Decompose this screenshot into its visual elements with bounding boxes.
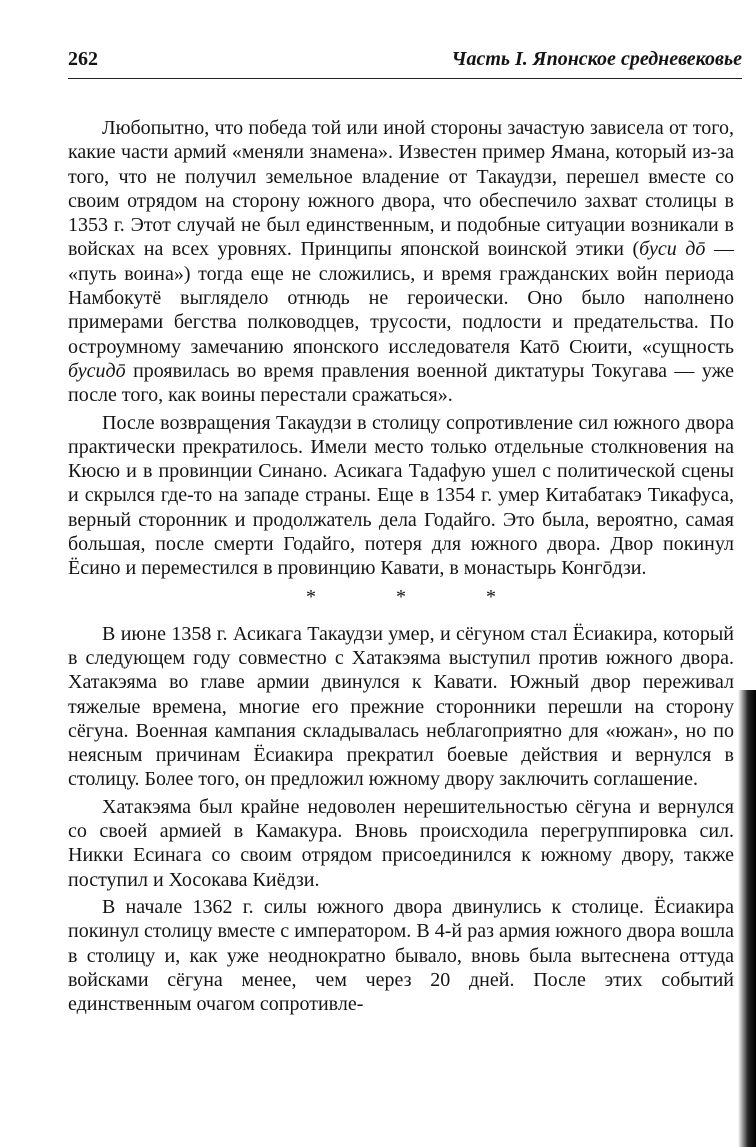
- paragraph: [68, 116, 734, 408]
- italic-term: бусидō: [68, 359, 126, 382]
- separator-star: *: [306, 585, 316, 608]
- separator-star: *: [396, 585, 406, 608]
- paragraph: [68, 895, 734, 1016]
- text-run: В начале 1362 г. силы южного двора двинулись к столице. Ёсиакира покинул столицу вместе с императором. В 4-й раз армия южного двора вошла в столицу и, как уже неоднократно бывало, вновь была вытеснена оттуда войсками сёгуна менее, чем через 20 дней. После этих событий единственным очагом сопротивле-: [68, 895, 734, 1016]
- separator-star: *: [486, 585, 496, 608]
- section-title: Часть I. Японское средневековье: [451, 48, 742, 70]
- text-run: проявилась во время правления военной диктатуры Токугава — уже после того, как воины перестали сражаться».: [68, 359, 734, 407]
- paragraph: [68, 795, 734, 892]
- page-number: 262: [68, 48, 98, 70]
- paragraph: [68, 622, 734, 792]
- paragraph: [68, 411, 734, 581]
- header-rule: [68, 78, 742, 79]
- text-run: — «путь воина») тогда еще не сложились, и время гражданских войн периода Намбокутё выглядело отнюдь не героически. Оно было наполнено примерами бегства полководцев, трусости, подлости и предательства. По остроумному замечанию японского исследователя Катō Сюити, «сущность: [68, 238, 734, 358]
- section-separator: [68, 584, 734, 610]
- text-run: В июне 1358 г. Асикага Такаудзи умер, и сёгуном стал Ёсиакира, который в следующем году совместно с Хатакэяма выступил против южного двора. Хатакэяма во главе армии двинулся к Кавати. Южный двор переживал тяжелые времена, многие его прежние сторонники перешли на сторону сёгуна. Военная кампания складывалась неблагоприятно для «южан», но по неясным причинам Ёсиакира прекратил боевые действия и вернулся в столицу. Более того, он предложил южному двору заключить соглашение.: [68, 622, 734, 791]
- text-run: Хатакэяма был крайне недоволен нерешительностью сёгуна и вернулся со своей армией в Камакура. Вновь происходила перегруппировка сил. Никки Есинага со своим отрядом присоединился к южному двору, также поступил и Хосокава Киёдзи.: [68, 795, 734, 891]
- body-text: [68, 116, 734, 1019]
- running-head: [68, 44, 742, 74]
- scan-edge-shadow: [738, 690, 756, 1147]
- text-run: После возвращения Такаудзи в столицу сопротивление сил южного двора практически прекратилось. Имели место только отдельные столкновения на Кюсю и в провинции Синано. Асикага Тадафую ушел с политической сцены и скрылся где-то на западе страны. Еще в 1354 г. умер Китабатакэ Тикафуса, верный сторонник и продолжатель дела Годайго. Это была, вероятно, самая большая, после смерти Годайго, потеря для южного двора. Двор покинул Ёсино и переместился в провинцию Кавати, в монастырь Конгōдзи.: [68, 411, 734, 580]
- italic-term: буси дō: [639, 238, 706, 261]
- text-run: Любопытно, что победа той или иной стороны зачастую зависела от того, какие части армий «меняли знамена». Известен пример Ямана, который из-за того, что не получил земельное владение от Такаудзи, перешел вместе со своим отрядом на сторону южного двора, что обеспечило захват столицы в 1353 г. Этот случай не был единственным, и подобные ситуации возникали в войсках на всех уровнях. Принципы японской воинской этики (: [68, 117, 734, 261]
